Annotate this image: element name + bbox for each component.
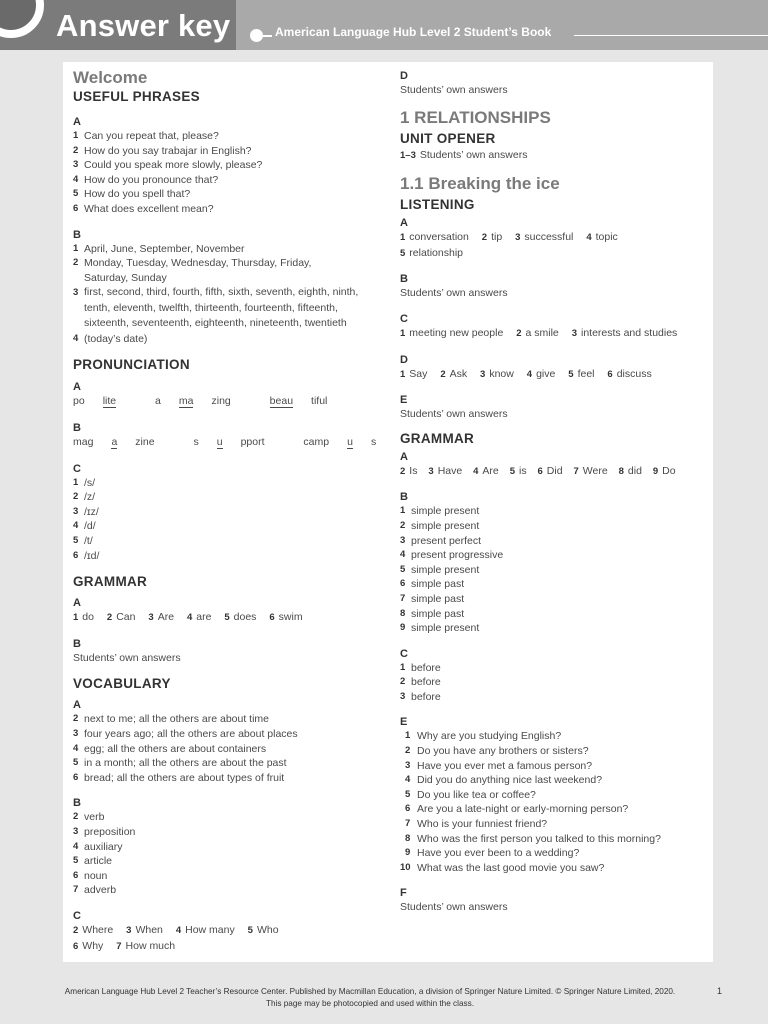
answer-line: 5 /t/ (73, 535, 93, 547)
heading-useful-phrases: USEFUL PHRASES (73, 89, 200, 104)
exercise-letter: B (73, 797, 81, 810)
answer-line: 2 Do you have any brothers or sisters? (405, 745, 589, 758)
answer-line: 4 egg; all the others are about containers (73, 742, 267, 755)
answer-line: 6 What does excellent mean? (73, 202, 214, 215)
answer-line: 5 simple present (400, 563, 480, 576)
exercise-letter: A (73, 116, 81, 128)
answer-line: 9 Have you ever been to a wedding? (405, 847, 580, 860)
answer-line: 5 article (73, 855, 113, 868)
answer-line: 5 How do you spell that? (73, 188, 191, 201)
heading-grammar: GRAMMAR (400, 430, 475, 446)
answer-text: 1–3 Students’ own answers (400, 148, 528, 161)
page-title: Answer key (56, 8, 231, 43)
answer-line: 6 simple past (400, 578, 465, 591)
answer-list-e (400, 729, 705, 875)
exercise-letter: D (400, 353, 408, 366)
exercise-letter: D (400, 70, 408, 82)
answer-line: 6 bread; all the others are about types of fruit (73, 771, 285, 784)
exercise-letter: C (400, 312, 408, 325)
answer-line: 3 first, second, third, fourth, fifth, sixth, seventh, eighth, ninth, (73, 286, 359, 299)
section-welcome: Welcome (73, 68, 148, 87)
answer-line: 5 in a month; all the others are about the past (73, 757, 287, 770)
answer-line: 6 Are you a late-night or early-morning person? (405, 803, 629, 816)
exercise-letter: F (400, 887, 407, 900)
footer-line-2: This page may be photocopied and used within the class. (265, 999, 474, 1008)
answer-line-continued: sixteenth, seventeenth, eighteenth, nineteenth, twentieth (84, 317, 347, 330)
left-column (73, 68, 383, 954)
exercise-letter: E (400, 716, 408, 729)
answer-line: 6 noun (73, 869, 108, 882)
answer-line: 2 /z/ (73, 491, 96, 504)
answer-line-continued: tenth, eleventh, twelfth, thirteenth, fourteenth, fifteenth, (84, 301, 338, 314)
answer-text: Students’ own answers (400, 84, 508, 96)
answer-inline-list: 1 do 2 Can 3 Are 4 are 5 does 6 swim (73, 611, 303, 624)
answer-text: Students’ own answers (400, 901, 508, 914)
answer-line: 3 four years ago; all the others are about places (73, 727, 298, 740)
answer-line: 1 /s/ (73, 476, 96, 489)
answer-line: 4 auxiliary (73, 840, 123, 853)
answer-inline-list: 1 meeting new people 2 a smile 3 interests and studies (400, 326, 678, 339)
exercise-letter: B (400, 491, 408, 504)
answer-inline-list: 2 Where 3 When 4 How many 5 Who (73, 923, 279, 936)
answer-line: 2 next to me; all the others are about time (73, 713, 270, 726)
exercise-letter: B (73, 228, 81, 241)
exercise-letter: B (73, 637, 81, 650)
answer-line: 9 simple present (400, 622, 480, 635)
section-relationships: 1 RELATIONSHIPS (400, 107, 551, 127)
right-column (400, 69, 705, 915)
answer-line: 2 simple present (400, 519, 480, 532)
answer-line: 2 before (400, 676, 441, 689)
answer-line: 5 Do you like tea or coffee? (405, 788, 536, 801)
answer-line: 10 What was the last good movie you saw? (400, 861, 605, 874)
heading-listening: LISTENING (400, 197, 475, 213)
answer-line: 7 Who is your funniest friend? (405, 818, 548, 831)
answer-line: 4 present progressive (400, 549, 504, 562)
section-breaking-the-ice: 1.1 Breaking the ice (400, 174, 560, 194)
exercise-letter: B (400, 273, 408, 286)
answer-line: 3 preposition (73, 825, 136, 838)
exercise-letter: C (400, 647, 408, 660)
exercise-letter: A (400, 217, 408, 230)
heading-vocabulary: VOCABULARY (73, 676, 171, 692)
heading-grammar: GRAMMAR (73, 574, 148, 590)
answer-line: 3 Have you ever met a famous person? (405, 759, 593, 772)
answer-line: 7 simple past (400, 592, 465, 605)
exercise-letter: E (400, 394, 408, 407)
answer-line: 3 Could you speak more slowly, please? (73, 159, 263, 172)
answer-line: 2 How do you say trabajar in English? (73, 144, 252, 157)
exercise-letter: A (73, 699, 81, 712)
book-title: American Language Hub Level 2 Student’s Book (275, 25, 552, 39)
exercise-letter: A (73, 381, 81, 394)
answer-text: Students’ own answers (73, 651, 181, 664)
exercise-letter: A (73, 597, 81, 610)
answer-line: 2 verb (73, 811, 105, 824)
answer-inline-list: 1 Say 2 Ask 3 know 4 give 5 feel 6 discuss (400, 367, 652, 380)
heading-unit-opener: UNIT OPENER (400, 130, 496, 146)
answer-line-continued: Saturday, Sunday (84, 271, 167, 284)
answer-line: 1 before (400, 661, 441, 674)
answer-inline-list: 1 conversation 2 tip 3 successful 4 topic (400, 231, 618, 244)
answer-line: 4 Did you do anything nice last weekend? (405, 774, 603, 787)
answer-line: 1 Can you repeat that, please? (73, 130, 219, 142)
answer-line: 4 How do you pronounce that? (73, 173, 219, 186)
answer-text: Students’ own answers (400, 408, 508, 421)
exercise-letter: B (73, 422, 81, 435)
heading-pronunciation: PRONUNCIATION (73, 357, 190, 373)
answer-line: 2 Monday, Tuesday, Wednesday, Thursday, Friday, (73, 257, 312, 270)
exercise-letter: C (73, 909, 81, 922)
answer-inline-list: 6 Why 7 How much (73, 939, 176, 952)
pronunciation-words-b: mag a zine s u pport camp u s (73, 436, 377, 449)
answer-line: 6 /ɪd/ (73, 549, 100, 562)
bullet-dash (262, 35, 272, 37)
answer-line: 4 (today’s date) (73, 332, 148, 345)
header-rule (574, 35, 768, 36)
answer-line: 1 simple present (400, 505, 480, 518)
answer-panel (63, 62, 713, 962)
answer-line: 3 /ɪz/ (73, 505, 99, 518)
answer-text: Students’ own answers (400, 287, 508, 300)
answer-inline-list: 5 relationship (400, 246, 463, 259)
answer-line: 7 adverb (73, 884, 117, 897)
answer-line: 8 Who was the first person you talked to this morning? (405, 832, 661, 845)
footer-copyright (40, 986, 700, 1010)
answer-line: 3 present perfect (400, 534, 482, 547)
answer-line: 4 /d/ (73, 520, 96, 533)
answer-line: 8 simple past (400, 607, 465, 620)
pronunciation-words-a: po lite a ma zing beau tiful (73, 395, 328, 408)
answer-line: 1 Why are you studying English? (405, 730, 562, 743)
answer-inline-list: 2 Is 3 Have 4 Are 5 is 6 Did 7 Were 8 did 9 Do (400, 464, 676, 477)
footer-line-1: American Language Hub Level 2 Teacher’s Resource Center. Published by Macmillan Education, a division of Springer Nature Limited. © Springer Nature Limited, 2020. (64, 987, 676, 996)
answer-line: 1 April, June, September, November (73, 242, 245, 255)
exercise-letter: A (400, 450, 408, 463)
answer-line: 3 before (400, 690, 441, 703)
exercise-letter: C (73, 462, 81, 475)
page-number: 1 (717, 986, 723, 996)
